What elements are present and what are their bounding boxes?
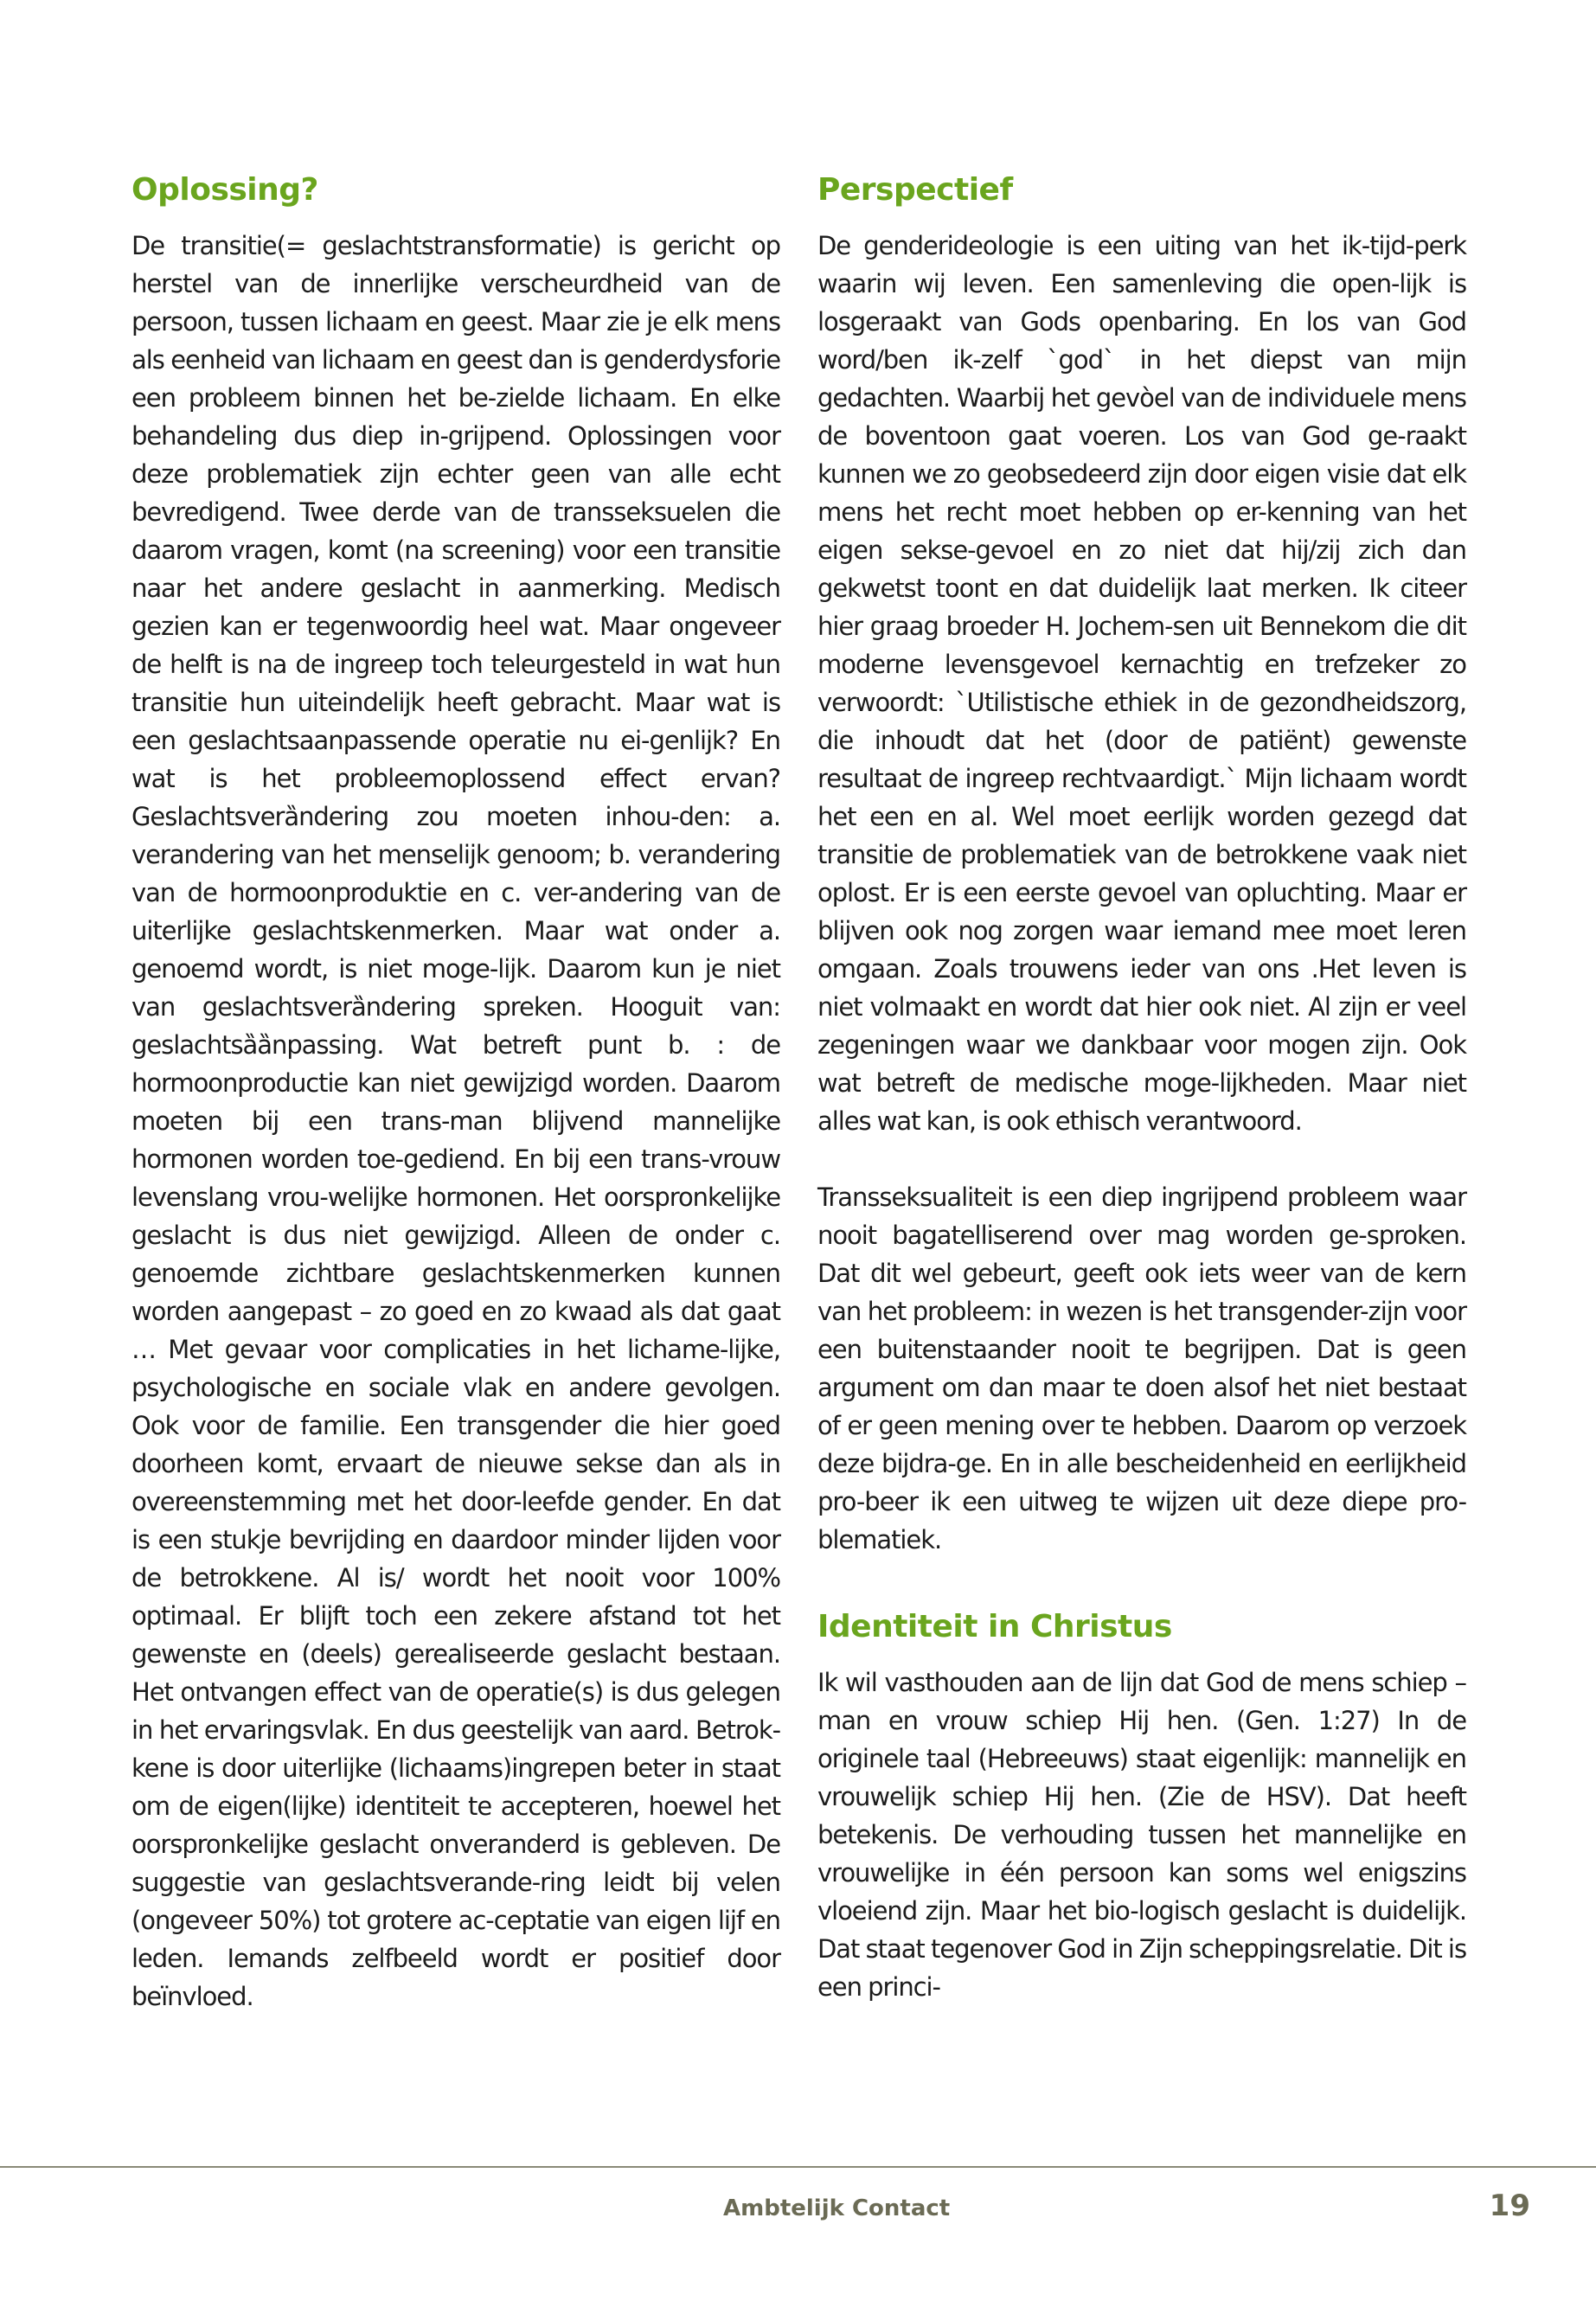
heading-oplossing: Oplossing? [131,172,318,208]
page-number: 19 [1489,2189,1530,2223]
publication-title: Ambtelijk Contact [723,2195,951,2221]
footer-divider [0,2166,1596,2168]
body-identiteit: Ik wil vasthouden aan de lijn dat God de mens schiep – man en vrouw schiep Hij hen. (Gen. 1:27) In de originele taal (Hebreeuws) staat eigenlijk: mannelijk en vrouwelijk schiep Hij hen. (Zie de HSV). Dat heeft betekenis. De verhouding tussen het mannelijke en vrouwelijke in één persoon kan soms wel enigszins vloeiend zijn. Maar het bio-logisch geslacht is duidelijk. Dat staat tegenover God in Zijn scheppingsrelatie. Dit is een princi- [817,1668,1466,2002]
right-column [817,169,1466,2006]
body-perspectief-1: De genderideologie is een uiting van het ik-tijd-perk waarin wij leven. Een samenleving die open-lijk is losgeraakt van Gods openbaring. En los van God word/ben ik-zelf `god` in het diepst van mijn gedachten. Waarbij het gevòel van de individuele mens de boventoon gaat voeren. Los van God ge-raakt kunnen we zo geobsedeerd zijn door eigen visie dat elk mens het recht moet hebben op er-kenning van het eigen sekse-gevoel en zo niet dat hij/zij zich dan gekwetst toont en dat duidelijk laat merken. Ik citeer hier graag broeder H. Jochem-sen uit Bennekom die dit moderne levensgevoel kernachtig en trefzeker zo verwoordt: `Utilistische ethiek in de gezondheidszorg, die inhoudt dat het (door de patiënt) gewenste resultaat de ingreep rechtvaardigt.` Mijn lichaam wordt het een en al. Wel moet eerlijk worden gezegd dat transitie de problematiek van de betrokkene vaak niet oplost. Er is een eerste gevoel van opluchting. Maar er blijven ook nog zorgen waar iemand mee moet leren omgaan. Zoals trouwens ieder van ons .Het leven is niet volmaakt en wordt dat hier ook niet. Al zijn er veel zegeningen waar we dankbaar voor mogen zijn. Ook wat betreft de medische moge-lijkheden. Maar niet alles wat kan, is ook ethisch verantwoord. [817,231,1466,1136]
body-oplossing: De transitie(= geslachtstransformatie) is gericht op herstel van de innerlijke verscheurdheid van de persoon, tussen lichaam en geest. Maar zie je elk mens als eenheid van lichaam en geest dan is genderdysforie een probleem binnen het be-zielde lichaam. En elke behandeling dus diep in-grijpend. Oplossingen voor deze problematiek zijn echter geen van alle echt bevredigend. Twee derde van de transseksuelen die daarom vragen, komt (na screening) voor een transitie naar het andere geslacht in aanmerking. Medisch gezien kan er tegenwoordig heel wat. Maar ongeveer de helft is na de ingreep toch teleurgesteld in wat hun transitie hun uiteindelijk heeft gebracht. Maar wat is een geslachtsaanpassende operatie nu ei-genlijk? En wat is het probleemoplossend effect ervan? Geslachtsverȁndering zou moeten inhou-den: a. verandering van het menselijk genoom; b. verandering van de hormoonproduktie en c. ver-andering van de uiterlijke geslachtskenmerken. Maar wat onder a. genoemd wordt, is niet moge-lijk. Daarom kun je niet van geslachtsverȁndering spreken. Hooguit van: geslachtsȁȁnpassing. Wat betreft punt b. : de hormoonproductie kan niet gewijzigd worden. Daarom moeten bij een trans-man blijvend mannelijke hormonen worden toe-gediend. En bij een trans-vrouw levenslang vrou-welijke hormonen. Het oorspronkelijke geslacht is dus niet gewijzigd. Alleen de onder c. genoemde zichtbare geslachtskenmerken kunnen worden aangepast – zo goed en zo kwaad als dat gaat … Met gevaar voor complicaties in het lichame-lijke, psychologische en sociale vlak en andere gevolgen. Ook voor de familie. Een transgender die hier goed doorheen komt, ervaart de nieuwe sekse dan als in overeenstemming met het door-leefde gender. En dat is een stukje bevrijding en daardoor minder lijden voor de betrokkene. Al is/ wordt het nooit voor 100% optimaal. Er blijft toch een zekere afstand tot het gewenste en (deels) gerealiseerde geslacht bestaan. Het ontvangen effect van de operatie(s) is dus gelegen in het ervaringsvlak. En dus geestelijk van aard. Betrok-kene is door uiterlijke (lichaams)ingrepen beter in staat om de eigen(lijke) identiteit te accepteren, hoewel het oorspronkelijke geslacht onveranderd is gebleven. De suggestie van geslachtsverande-ring leidt bij velen (ongeveer 50%) tot grotere ac-ceptatie van eigen lijf en leden. Iemands zelfbeeld wordt er positief door beïnvloed. [131,231,780,2011]
heading-identiteit: Identiteit in Christus [817,1609,1172,1644]
heading-perspectief: Perspectief [817,172,1013,208]
body-perspectief-2: Transseksualiteit is een diep ingrijpend probleem waar nooit bagatelliserend over mag worden ge-sproken. Dat dit wel gebeurt, geeft ook iets weer van de kern van het probleem: in wezen is het transgender-zijn voor een buitenstaander nooit te begrijpen. Dat is geen argument om dan maar te doen alsof het niet bestaat of er geen mening over te hebben. Daarom op verzoek deze bijdra-ge. En in alle bescheidenheid en eerlijkheid pro-beer ik een uitweg te wijzen uit deze diepe pro-blematiek. [817,1183,1466,1554]
left-column [131,169,780,2016]
